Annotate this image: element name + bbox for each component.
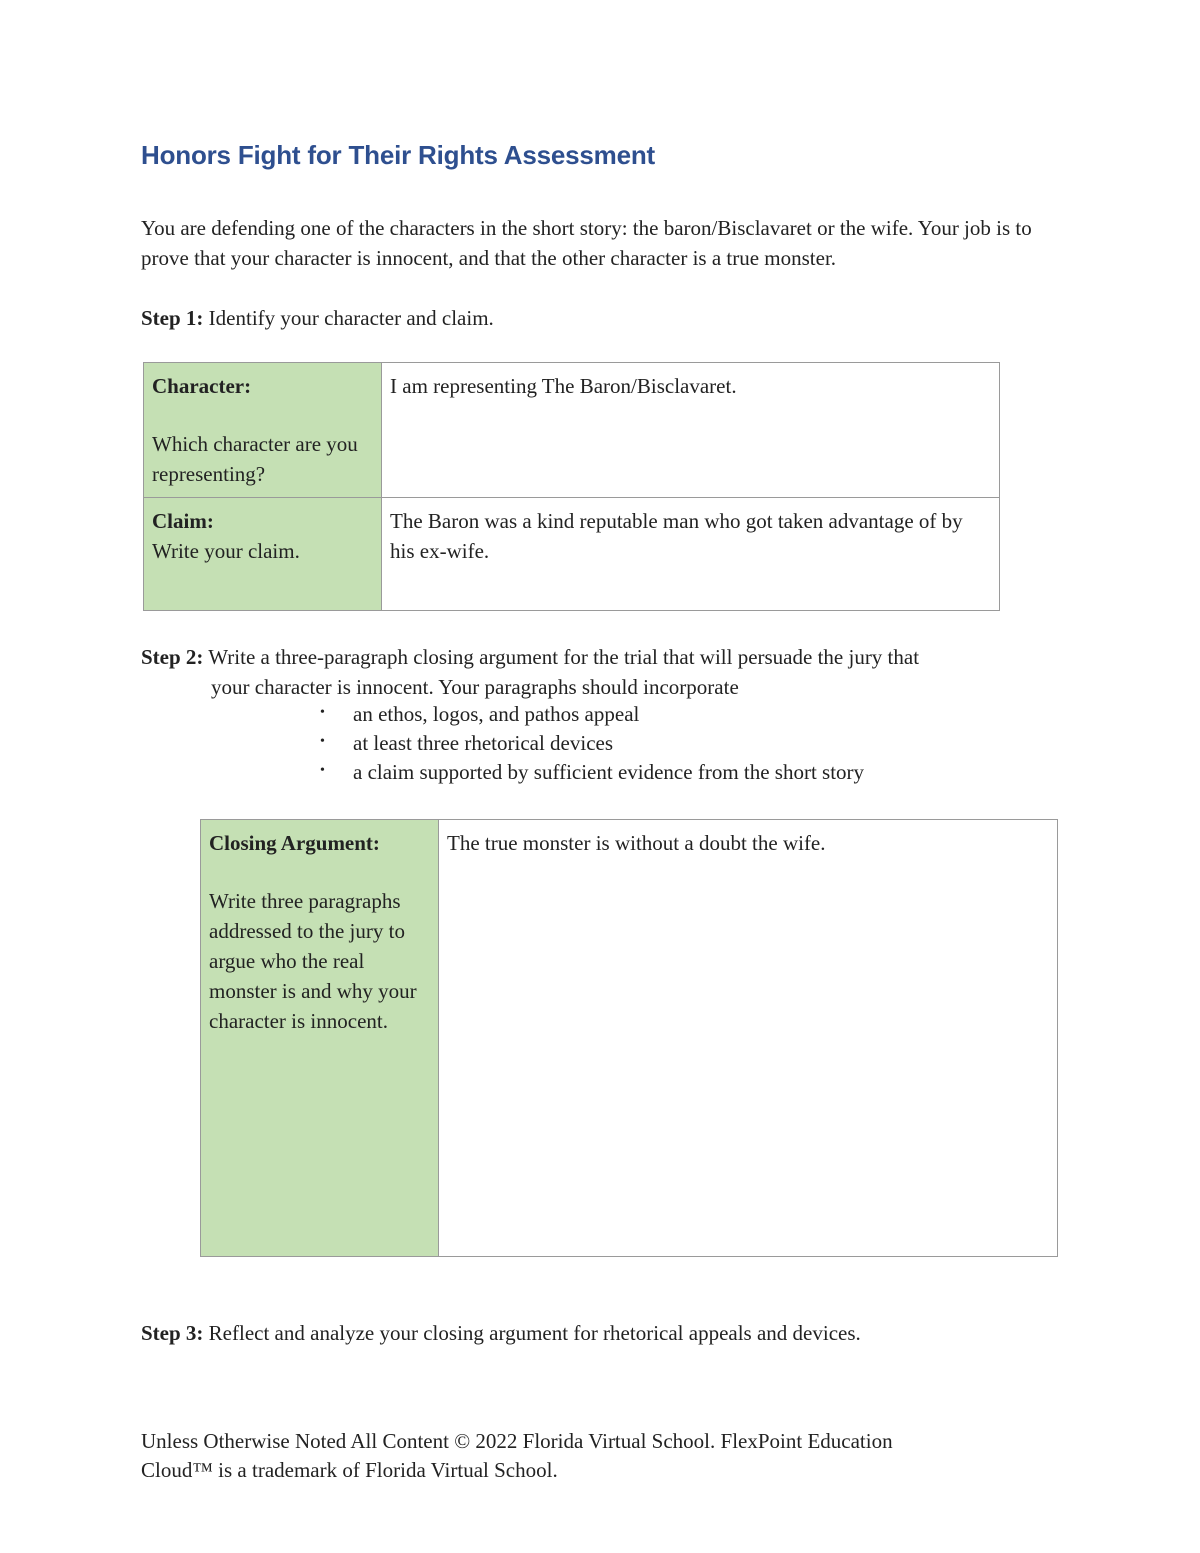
footer-line-1: Unless Otherwise Noted All Content © 2022 Florida Virtual School. FlexPoint Education [141, 1429, 893, 1453]
footer-copyright [141, 1427, 1041, 1485]
page-title: Honors Fight for Their Rights Assessment [141, 140, 655, 170]
character-prompt: Which character are you representing? [152, 432, 358, 486]
claim-label: Claim: [152, 509, 214, 533]
list-item [320, 729, 864, 758]
character-label-cell [144, 363, 382, 498]
claim-answer: The Baron was a kind reputable man who got taken advantage of by his ex-wife. [390, 509, 963, 563]
bullet-icon: • [320, 705, 325, 720]
bullet-text: at least three rhetorical devices [353, 731, 614, 755]
claim-row [144, 498, 1000, 611]
bullet-icon: • [320, 734, 325, 749]
step-2-bullet-list [320, 700, 864, 787]
step-1 [141, 303, 494, 333]
step-2-text-line2: your character is innocent. Your paragraphs should incorporate [211, 675, 739, 699]
step-3-label: Step 3: [141, 1321, 204, 1345]
claim-label-cell [144, 498, 382, 611]
list-item [320, 700, 864, 729]
claim-answer-cell[interactable] [382, 498, 1000, 611]
character-label: Character: [152, 374, 252, 398]
bullet-text: an ethos, logos, and pathos appeal [353, 702, 640, 726]
character-claim-table [143, 362, 1000, 611]
character-row [144, 363, 1000, 498]
step-2-label: Step 2: [141, 645, 204, 669]
step-2 [141, 642, 1041, 702]
closing-argument-row [201, 820, 1058, 1257]
closing-argument-answer-cell[interactable] [439, 820, 1058, 1257]
closing-argument-table [200, 819, 1058, 1257]
closing-argument-answer: The true monster is without a doubt the wife. [447, 831, 826, 855]
step-1-text: Identify your character and claim. [208, 306, 494, 330]
bullet-icon: • [320, 763, 325, 778]
step-2-text-line1: Write a three-paragraph closing argument for the trial that will persuade the jury that [208, 645, 920, 669]
character-answer-cell[interactable] [382, 363, 1000, 498]
list-item [320, 758, 864, 787]
intro-paragraph: You are defending one of the characters in the short story: the baron/Bisclavaret or the wife. Your job is to prove that your character is innocent, and that the other character is a true monster. [141, 216, 1032, 270]
footer-line-2: Cloud™ is a trademark of Florida Virtual School. [141, 1458, 558, 1482]
claim-prompt: Write your claim. [152, 539, 300, 563]
step-3 [141, 1318, 861, 1348]
step-3-text: Reflect and analyze your closing argument for rhetorical appeals and devices. [208, 1321, 861, 1345]
closing-argument-label: Closing Argument: [209, 831, 380, 855]
character-answer: I am representing The Baron/Bisclavaret. [390, 374, 737, 398]
step-1-label: Step 1: [141, 306, 204, 330]
closing-argument-label-cell [201, 820, 439, 1257]
bullet-text: a claim supported by sufficient evidence from the short story [353, 760, 865, 784]
closing-argument-prompt: Write three paragraphs addressed to the jury to argue who the real monster is and why your character is innocent. [209, 889, 417, 1033]
